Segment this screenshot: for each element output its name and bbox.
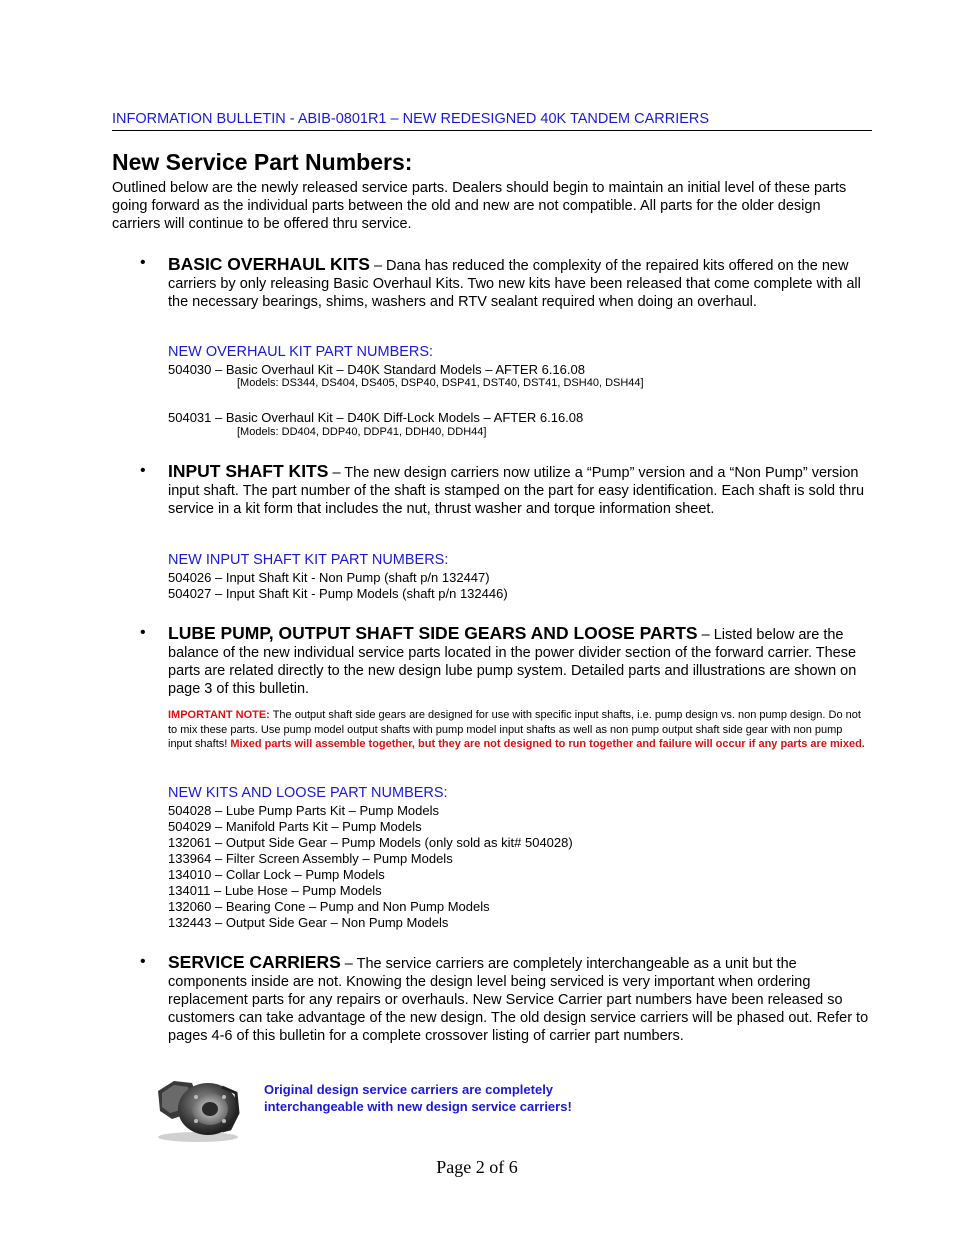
- page-number: Page 2 of 6: [436, 1157, 518, 1177]
- service-carriers-section: [168, 953, 872, 1045]
- lube-pump-text: – Listed below are the balance of the new individual service parts located in the power divider section of the forward carrier. These parts are related directly to the new design lube pump system. Detailed parts and illustrations are shown on page 3 of this bulletin.: [168, 627, 857, 697]
- model-list: [Models: DD404, DDP40, DDP41, DDH40, DDH44]: [237, 426, 487, 438]
- part-line: 504027 – Input Shaft Kit - Pump Models (shaft p/n 132446): [168, 586, 508, 601]
- service-carriers-text: – The service carriers are completely interchangeable as a unit but the components inside are not. Knowing the design level being serviced is very important when ordering replacement parts for any repairs or overhauls. New Service Carrier part numbers have been released so customers can take advantage of the new design. The old design service carriers will be phased out. Refer to pages 4-6 of this bulletin for a complete crossover listing of carrier part numbers.: [168, 956, 869, 1044]
- bullet-icon: •: [140, 624, 146, 641]
- callout-line-2: interchangeable with new design service carriers!: [264, 1098, 572, 1114]
- input-shaft-text: – The new design carriers now utilize a “Pump” version and a “Non Pump” version input shaft. The part number of the shaft is stamped on the part for easy identification. Each shaft is sold thru service in a kit form that includes the nut, thrust washer and torque information sheet.: [168, 465, 865, 517]
- part-line: 134010 – Collar Lock – Pump Models: [168, 867, 385, 882]
- note-text: The output shaft side gears are designed for use with specific input shafts, i.e. pump design vs. non pump design. Do not to mix these parts. Use pump model output shafts with pump model input shafts as well as non pump output shaft side gear with non pump input shafts!: [168, 709, 861, 750]
- service-carriers-heading: SERVICE CARRIERS: [168, 952, 341, 972]
- bulletin-header: INFORMATION BULLETIN - ABIB-0801R1 – NEW REDESIGNED 40K TANDEM CARRIERS: [112, 111, 872, 131]
- callout-line-1: Original design service carriers are completely: [264, 1082, 554, 1097]
- input-shaft-subheading: NEW INPUT SHAFT KIT PART NUMBERS:: [168, 552, 449, 568]
- intro-paragraph: Outlined below are the newly released service parts. Dealers should begin to maintain an initial level of these parts going forward as the individual parts between the old and new are not compatible. All parts for the older design carriers will continue to be offered thru service.: [112, 180, 847, 232]
- part-line: 132060 – Bearing Cone – Pump and Non Pump Models: [168, 899, 490, 914]
- part-line: 504029 – Manifold Parts Kit – Pump Models: [168, 819, 422, 834]
- overhaul-text: – Dana has reduced the complexity of the repaired kits offered on the new carriers by only releasing Basic Overhaul Kits. Two new kits have been released that come complete with all the necessary bearings, shims, washers and RTV sealant required when doing an overhaul.: [168, 258, 861, 310]
- carrier-callout: [264, 1082, 664, 1115]
- part-line: 504028 – Lube Pump Parts Kit – Pump Models: [168, 803, 439, 818]
- part-line: 504030 – Basic Overhaul Kit – D40K Standard Models – AFTER 6.16.08: [168, 362, 585, 377]
- lube-pump-subheading: NEW KITS AND LOOSE PART NUMBERS:: [168, 785, 448, 801]
- note-label: IMPORTANT NOTE:: [168, 709, 270, 721]
- lube-pump-section: [168, 624, 872, 698]
- part-line: 134011 – Lube Hose – Pump Models: [168, 883, 382, 898]
- bullet-icon: •: [140, 254, 146, 271]
- part-line: 133964 – Filter Screen Assembly – Pump Models: [168, 851, 453, 866]
- overhaul-heading: BASIC OVERHAUL KITS: [168, 254, 370, 274]
- bullet-icon: •: [140, 462, 146, 479]
- note-warning: Mixed parts will assemble together, but they are not designed to run together and failure will occur if any parts are mixed.: [230, 738, 865, 750]
- overhaul-section: [168, 255, 872, 311]
- important-note: [168, 708, 868, 752]
- part-line: 504026 – Input Shaft Kit - Non Pump (shaft p/n 132447): [168, 570, 490, 585]
- differential-carrier-icon: [152, 1073, 244, 1143]
- part-line: 132443 – Output Side Gear – Non Pump Models: [168, 915, 449, 930]
- model-list: [Models: DS344, DS404, DS405, DSP40, DSP41, DST40, DST41, DSH40, DSH44]: [237, 377, 644, 389]
- overhaul-subheading: NEW OVERHAUL KIT PART NUMBERS:: [168, 344, 434, 360]
- part-line: 504031 – Basic Overhaul Kit – D40K Diff-Lock Models – AFTER 6.16.08: [168, 410, 584, 425]
- lube-pump-heading: LUBE PUMP, OUTPUT SHAFT SIDE GEARS AND LOOSE PARTS: [168, 623, 698, 643]
- input-shaft-heading: INPUT SHAFT KITS: [168, 461, 329, 481]
- part-line: 132061 – Output Side Gear – Pump Models (only sold as kit# 504028): [168, 835, 573, 850]
- page-title: New Service Part Numbers:: [112, 149, 413, 175]
- input-shaft-section: [168, 462, 872, 518]
- bullet-icon: •: [140, 953, 146, 970]
